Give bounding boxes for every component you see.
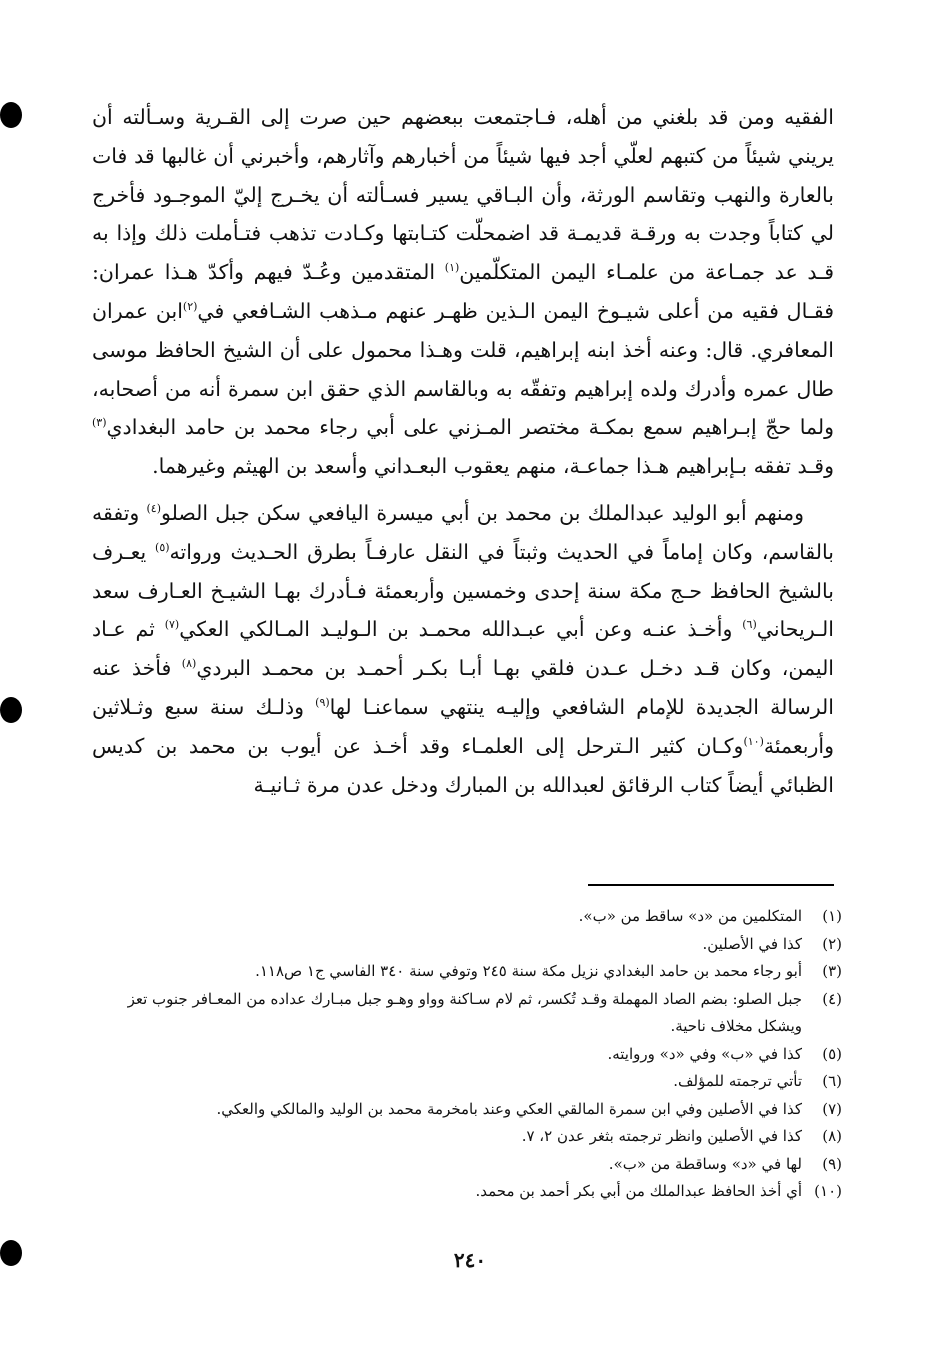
footnote-text: كذا في الأصلين. [702, 934, 802, 953]
footnote-item [100, 1096, 842, 1124]
footnote-ref: (٩) [315, 696, 330, 710]
footnote-item [100, 958, 842, 986]
footnote-text: تأتي ترجمته للمؤلف. [673, 1072, 802, 1090]
footnote-ref: (٤) [146, 502, 162, 516]
text-run: ومنهم أبو الوليد عبدالملك بن محمد بن أبي ميسرة اليافعي سكن جبل الصلو [161, 500, 804, 525]
footnote-ref: (١) [444, 261, 460, 275]
footnote-item [100, 1178, 842, 1206]
footnote-ref: (٨) [181, 657, 197, 671]
footnote-ref: (٢) [182, 300, 198, 314]
footnote-text: المتكلمين من «د» ساقط من «ب». [578, 907, 802, 925]
text-run: المتقدمين وعُـدّ فيهم وأكدّ هـذا عمران: فقـال فقيه من أعلى شيـوخ اليمن الـذين ظهـر عنهم مـذهب الشـافعي في [92, 260, 834, 323]
footnote-item [100, 931, 842, 959]
text-run: وتفقه بالقاسم، وكان إماماً في الحديث وثبتاً في النقل عارفـاً بطرق الحـديث ورواته [92, 500, 834, 564]
footnote-number: (٣) [822, 962, 842, 980]
footnote-ref: (٣) [92, 416, 107, 430]
paragraph-2 [92, 494, 834, 804]
binding-hole-top [0, 102, 22, 128]
text-run: وأخـذ عنـه وعن أبي عبـدالله محمـد بن الـوليـد المـالكي العكي [179, 617, 743, 642]
text-run: يعـرف بالشيخ الحافظ حـج مكة سنة إحدى وخمسين وأربعمئة فـأدرك بهـا الشيـخ العـارف سعد الـريحاني [92, 539, 834, 642]
text-run: ثم عـاد اليمن، وكان قـد دخـل عـدن فلقي بهـا أبـا بكـر أحمـد بن محمـد البردي [92, 617, 835, 681]
footnote-ref: (١٠) [743, 734, 764, 748]
footnote-ref: (٧) [164, 618, 180, 632]
footnote-item [100, 1068, 842, 1096]
footnote-number: (٩) [822, 1154, 842, 1173]
footnote-text: كذا في «ب» وفي «د» وروايته. [607, 1044, 802, 1063]
footnote-number: (٥) [822, 1044, 842, 1063]
binding-hole-bottom [0, 1240, 22, 1266]
text-run: وكـان كثير الـترحل إلى العلمـاء وقد أخـذ عن أيوب بن محمد بن كديس الظبائي أيضاً كتاب الرقائق لعبدالله بن المبارك ودخل عدن مرة ثـانيـة [92, 733, 834, 797]
binding-hole-middle [0, 697, 22, 723]
text-run: وذلـك سنة سبع وثـلاثين وأربعمئة [92, 694, 834, 758]
text-run: ابن عمران المعافري. قال: وعنه أخذ ابنه إبراهيم، قلت وهـذا محمول على أن الشيخ الحافظ موسى طال عمره وأدرك ولده إبراهيم وتفقّه به وبالقاسم الذي حقق ابن سمرة أنه من أصحابه، ولما حجّ إبـراهيم سمع بمكـة مختصر المـزني على أبي رجاء محمد بن حامد البغدادي [92, 298, 834, 440]
footnote-item [100, 1041, 842, 1069]
main-text [92, 98, 834, 804]
page-number: ٢٤٠ [453, 1248, 487, 1272]
footnote-number: (٤) [822, 989, 842, 1008]
footnote-item [100, 986, 842, 1041]
footnote-text: جبل الصلو: بضم الصاد المهملة وقـد تُكسر، ثم لام سـاكنة وواو وهـو جبل مبـارك عداده من المعـافر جنوب تعز ويشكل مخلاف ناحية. [127, 989, 802, 1035]
footnote-number: (٦) [822, 1072, 842, 1090]
footnote-number: (٢) [822, 934, 842, 953]
footnote-item [100, 1123, 842, 1151]
paragraph-1 [92, 98, 834, 486]
footnote-item [100, 903, 842, 931]
text-run: الفقيه ومن قد بلغني من أهله، فـاجتمعت ببعضهم حين صرت إلى القـرية وسـألته أن يريني شيئاً من كتبهم لعلّي أجد فيها شيئاً من أخبارهم وآثارهم، وأخبرني أن غالبها قد فات بالعارة والنهب وتقاسم الورثة، وأن البـاقي يسير فسـألته أن يخـرج إليّ الموجـود فأخرج لي كتاباً وجدت به ورقـة قديمـة قد اضمحلّت كتـابتها وكـادت تذهب فتـأملت ذلك وإذا به قـد عد جمـاعة من علمـاء اليمن المتكلّمين [92, 105, 834, 285]
text-run: وقـد تفقه بـإبراهيم هـذا جماعـة، منهم يعقوب البعـداني وأسعد بن الهيثم وغيرهما. [152, 454, 834, 479]
footnote-ref: (٦) [742, 618, 757, 632]
footnote-text: كذا في الأصلين وانظر ترجمته بثغر عدن ٢، ٧. [521, 1127, 802, 1145]
footnote-text: كذا في الأصلين وفي ابن سمرة المالقي العكي وعند بامخرمة محمد بن الوليد والمالكي والعكي. [216, 1099, 802, 1118]
footnote-text: لها في «د» وساقطة من «ب». [608, 1154, 802, 1173]
footnote-number: (١) [822, 907, 842, 925]
footnote-number: (٧) [822, 1099, 842, 1118]
footnote-ref: (٥) [155, 540, 170, 554]
footnote-item [100, 1151, 842, 1179]
footnotes [100, 903, 842, 1206]
text-run: فأخذ عنه الرسالة الجديدة للإمام الشافعي وإليـه ينتهي سماعنـا لها [92, 656, 834, 719]
footnote-text: أبو رجاء محمد بن حامد البغدادي نزيل مكة سنة ٢٤٥ وتوفي سنة ٣٤٠ الفاسي ج١ ص١١٨. [255, 962, 802, 980]
footnote-number: (٨) [822, 1127, 842, 1145]
footnote-number: (١٠) [814, 1182, 842, 1200]
footnote-text: أي أخذ الحافظ عبدالملك من أبي بكر أحمد بن محمد. [475, 1182, 802, 1200]
footnote-divider [588, 884, 834, 886]
